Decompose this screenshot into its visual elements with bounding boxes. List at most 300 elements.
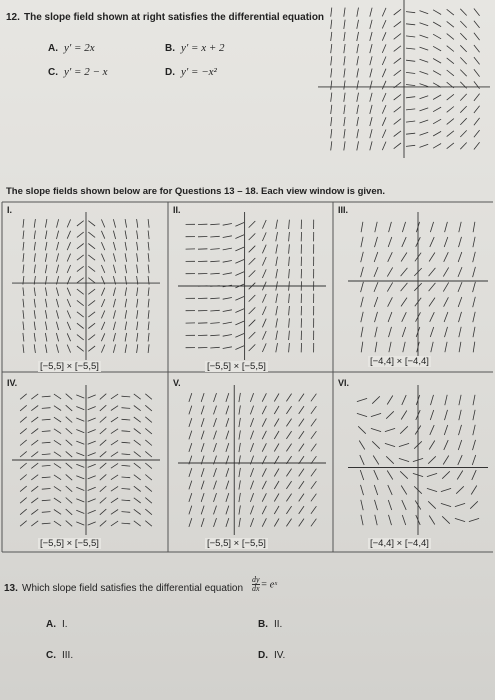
- slope-segment: [311, 444, 317, 452]
- slope-segment: [276, 306, 278, 315]
- slope-segment: [289, 232, 290, 241]
- slope-segment: [394, 9, 401, 15]
- slope-segment: [473, 282, 476, 292]
- slope-segment: [88, 278, 95, 283]
- slope-segment: [66, 440, 73, 446]
- slope-segment: [331, 8, 332, 17]
- slope-segment: [54, 394, 61, 399]
- slope-segment: [42, 442, 51, 443]
- slope-segment: [250, 481, 253, 490]
- slope-segment: [460, 21, 466, 28]
- slope-segment: [88, 453, 96, 456]
- slope-segment: [289, 331, 290, 340]
- slope-segment: [88, 407, 96, 410]
- slope-segment: [299, 481, 304, 489]
- slope-segment: [77, 255, 84, 260]
- slope-segment: [45, 333, 47, 342]
- slope-segment: [276, 244, 278, 253]
- slope-segment: [276, 318, 278, 327]
- slope-segment: [401, 253, 407, 262]
- slope-segment: [210, 249, 219, 250]
- slope-segment: [214, 418, 217, 427]
- slope-segment: [361, 297, 364, 307]
- slope-segment: [289, 269, 290, 278]
- slope-segment: [406, 145, 415, 146]
- slope-segment: [399, 458, 409, 461]
- slope-segment: [389, 222, 392, 232]
- slope-segment: [76, 407, 84, 410]
- slope-segment: [34, 265, 35, 274]
- slope-segment: [357, 398, 367, 401]
- slope-segment: [239, 480, 241, 489]
- slope-segment: [430, 425, 434, 435]
- slope-segment: [88, 476, 96, 479]
- slope-segment: [67, 288, 70, 296]
- slope-segment: [101, 333, 104, 341]
- slope-segment: [460, 70, 466, 77]
- slope-segment: [420, 84, 429, 87]
- q12-choice-d[interactable]: [165, 66, 217, 78]
- slope-segment: [210, 323, 219, 324]
- slope-segment: [262, 257, 266, 266]
- slope-segment: [226, 468, 229, 477]
- slope-segment: [375, 222, 377, 232]
- slope-segment: [420, 120, 429, 123]
- slope-segment: [34, 287, 35, 296]
- slope-segment: [148, 219, 149, 228]
- slope-segment: [289, 244, 290, 253]
- slope-segment: [430, 410, 433, 420]
- slope-segment: [57, 231, 59, 239]
- slope-segment: [77, 278, 84, 283]
- slope-segment: [401, 283, 408, 291]
- slope-segment: [88, 289, 95, 294]
- slope-segment: [357, 141, 359, 150]
- slope-segment: [372, 396, 380, 403]
- slope-segment: [76, 510, 84, 513]
- slope-segment: [137, 265, 138, 274]
- slope-segment: [148, 322, 149, 331]
- slope-segment: [45, 219, 47, 228]
- slope-segment: [111, 463, 118, 468]
- slope-segment: [239, 393, 241, 402]
- slope-segment: [20, 440, 27, 446]
- eq-rhs: = eˣ: [260, 579, 278, 591]
- slope-segment: [474, 33, 480, 40]
- slope-segment: [20, 486, 27, 492]
- slope-segment: [474, 57, 480, 64]
- slope-segment: [361, 327, 363, 337]
- slope-segment: [145, 405, 152, 411]
- slope-segment: [122, 500, 131, 501]
- slope-segment: [459, 342, 461, 352]
- slope-segment: [402, 312, 407, 322]
- slope-segment: [67, 242, 70, 250]
- slope-segment: [470, 501, 478, 508]
- slope-segment: [455, 518, 465, 521]
- q12-choice-c[interactable]: [48, 66, 108, 78]
- slope-segment: [34, 344, 35, 353]
- slope-segment: [441, 488, 451, 491]
- slope-segment: [299, 419, 304, 427]
- slope-segment: [431, 342, 433, 352]
- slope-segment: [42, 408, 51, 409]
- slope-segment: [289, 257, 290, 266]
- slope-segment: [474, 69, 480, 76]
- slope-segment: [429, 516, 435, 525]
- slope-segment: [387, 396, 393, 405]
- q13-number: 13.: [4, 583, 18, 594]
- slope-segment: [239, 505, 241, 514]
- slope-segment: [299, 469, 304, 477]
- slope-segment: [276, 343, 278, 352]
- slope-segment: [460, 143, 466, 150]
- slope-segment: [45, 253, 47, 261]
- slope-segment: [201, 418, 204, 427]
- slope-segment: [460, 106, 466, 113]
- slope-segment: [262, 443, 266, 451]
- slope-segment: [111, 429, 118, 434]
- slope-segment: [20, 417, 27, 423]
- slope-segment: [286, 494, 291, 502]
- slope-field-vi: [348, 385, 488, 535]
- slope-segment: [210, 298, 219, 299]
- slope-segment: [331, 44, 332, 53]
- slope-segment: [42, 431, 51, 432]
- slope-segment: [444, 237, 448, 247]
- choice-equation: y′ = 2 − x: [64, 66, 108, 78]
- slope-segment: [445, 327, 448, 337]
- slope-segment: [189, 493, 192, 502]
- slope-segment: [473, 327, 475, 337]
- slope-segment: [113, 288, 115, 296]
- slope-segment: [122, 523, 131, 524]
- slope-segment: [56, 322, 58, 330]
- slope-segment: [447, 21, 454, 27]
- slope-segment: [388, 312, 392, 322]
- slope-segment: [134, 452, 141, 457]
- slope-segment: [201, 468, 204, 477]
- slope-segment: [249, 320, 256, 327]
- slope-segment: [223, 335, 232, 337]
- slope-segment: [433, 107, 441, 112]
- slope-segment: [458, 252, 462, 262]
- choice-letter: C.: [46, 650, 56, 661]
- slope-segment: [460, 130, 466, 137]
- slope-segment: [359, 441, 365, 450]
- slope-segment: [201, 518, 204, 527]
- slope-segment: [57, 219, 59, 227]
- slope-segment: [394, 119, 401, 125]
- slope-segment: [433, 95, 441, 100]
- slope-segment: [77, 300, 84, 305]
- slope-segment: [331, 141, 332, 150]
- slope-segment: [88, 312, 95, 317]
- slope-segment: [474, 21, 480, 28]
- slope-field-iv: [12, 385, 160, 535]
- slope-segment: [286, 519, 291, 527]
- slope-segment: [113, 322, 115, 330]
- slope-segment: [456, 486, 464, 493]
- q12-choice-a[interactable]: [48, 42, 95, 54]
- slope-segment: [148, 242, 149, 251]
- slope-segment: [223, 236, 232, 238]
- slope-segment: [125, 344, 127, 353]
- slope-segment: [201, 431, 204, 440]
- slope-segment: [100, 451, 107, 457]
- slope-segment: [361, 252, 364, 262]
- window-label-ii: [−5,5] × [−5,5]: [207, 361, 266, 372]
- slope-segment: [249, 233, 256, 240]
- panel-label-ii: II.: [173, 205, 181, 215]
- slope-segment: [66, 394, 73, 400]
- slope-segment: [361, 267, 364, 277]
- slope-segment: [145, 498, 152, 504]
- slope-segment: [54, 429, 61, 434]
- slope-segment: [145, 417, 152, 423]
- slope-segment: [406, 109, 415, 110]
- slope-segment: [31, 394, 38, 399]
- slope-segment: [148, 265, 149, 274]
- slope-segment: [45, 322, 47, 331]
- slope-segment: [459, 410, 461, 420]
- slope-segment: [357, 32, 359, 41]
- slope-segment: [148, 333, 149, 342]
- slope-segment: [235, 260, 244, 264]
- slope-segment: [23, 265, 24, 274]
- slope-segment: [406, 133, 415, 134]
- slope-segment: [394, 94, 401, 100]
- slope-segment: [406, 60, 415, 61]
- slope-segment: [249, 307, 256, 314]
- slope-segment: [389, 342, 391, 352]
- slope-segment: [249, 332, 256, 339]
- slope-segment: [54, 510, 61, 515]
- slope-segment: [361, 500, 363, 510]
- slope-segment: [88, 323, 95, 328]
- slope-segment: [286, 444, 291, 452]
- slope-segment: [100, 486, 107, 492]
- panel-label-v: V.: [173, 378, 181, 388]
- slope-segment: [122, 454, 131, 455]
- slope-segment: [226, 443, 229, 452]
- slope-segment: [262, 331, 266, 340]
- q12-text: The slope field shown at right satisfies the differential equation: [24, 12, 325, 23]
- slope-segment: [239, 430, 241, 439]
- slope-segment: [311, 494, 317, 502]
- slope-segment: [250, 418, 253, 427]
- slope-segment: [427, 488, 437, 491]
- slope-segment: [370, 69, 372, 78]
- slope-segment: [20, 428, 27, 434]
- slope-segment: [459, 327, 461, 337]
- slope-segment: [399, 443, 409, 446]
- slope-segment: [274, 494, 279, 502]
- slope-segment: [250, 468, 253, 477]
- slope-segment: [125, 333, 127, 342]
- q13-choice-c[interactable]: [46, 650, 73, 661]
- q13-choice-b[interactable]: [258, 619, 282, 630]
- slope-segment: [100, 474, 107, 480]
- slope-segment: [239, 518, 241, 527]
- slope-segment: [226, 393, 229, 402]
- slope-segment: [276, 294, 278, 303]
- slope-segment: [311, 419, 317, 427]
- slope-segment: [406, 24, 415, 25]
- slope-segment: [286, 481, 291, 489]
- slope-segment: [400, 471, 408, 478]
- slope-segment: [382, 142, 386, 151]
- slope-segment: [344, 56, 345, 65]
- slope-segment: [469, 518, 479, 521]
- slope-segment: [250, 406, 253, 415]
- slope-segment: [430, 237, 434, 247]
- slope-segment: [45, 310, 47, 319]
- slope-segment: [420, 59, 429, 62]
- slope-segment: [45, 231, 47, 240]
- slope-segment: [433, 144, 441, 149]
- slope-segment: [134, 486, 141, 491]
- choice-value: II.: [274, 619, 283, 630]
- slope-segment: [249, 246, 256, 253]
- slope-segment: [382, 130, 386, 138]
- slope-segment: [299, 394, 304, 402]
- slope-segment: [134, 429, 141, 434]
- slope-segment: [223, 224, 232, 226]
- slope-segment: [420, 23, 429, 26]
- slope-segment: [23, 242, 24, 251]
- slope-segment: [122, 489, 131, 490]
- slope-segment: [88, 244, 95, 249]
- slope-segment: [394, 107, 401, 113]
- slope-segment: [54, 521, 61, 526]
- slope-segment: [331, 93, 332, 102]
- slope-segment: [299, 406, 304, 414]
- slope-segment: [45, 265, 47, 274]
- q12-slope-field: [318, 0, 490, 158]
- slope-segment: [402, 237, 406, 247]
- slope-segment: [299, 506, 304, 514]
- slope-segment: [401, 268, 408, 276]
- slope-segment: [226, 418, 229, 427]
- slope-segment: [101, 322, 104, 330]
- q13-choice-d[interactable]: [258, 650, 285, 661]
- slope-segment: [458, 282, 462, 292]
- slope-segment: [88, 346, 95, 351]
- slope-segment: [210, 310, 219, 311]
- slope-segment: [134, 440, 141, 445]
- slope-segment: [344, 68, 345, 77]
- slope-segment: [262, 518, 266, 526]
- slope-segment: [125, 231, 127, 240]
- slope-segment: [235, 235, 244, 239]
- slope-segment: [274, 469, 279, 477]
- slope-segment: [442, 471, 450, 478]
- slope-segment: [445, 410, 448, 420]
- q13-choice-a[interactable]: [46, 619, 68, 630]
- slope-segment: [447, 46, 454, 52]
- slope-segment: [54, 486, 61, 491]
- slope-segment: [101, 311, 104, 319]
- slope-segment: [66, 498, 73, 504]
- slope-segment: [56, 344, 58, 352]
- slope-segment: [460, 33, 466, 40]
- slope-segment: [111, 510, 118, 515]
- slope-segment: [31, 475, 38, 480]
- slope-segment: [214, 443, 217, 452]
- slope-segment: [111, 498, 118, 503]
- slope-segment: [357, 68, 359, 77]
- slope-segment: [201, 443, 204, 452]
- slope-segment: [459, 222, 461, 232]
- q13-equation: [251, 576, 277, 594]
- slope-segment: [420, 108, 429, 111]
- panel-label-iii: III.: [338, 205, 349, 215]
- slope-segment: [299, 444, 304, 452]
- slope-segment: [311, 506, 317, 514]
- slope-segment: [101, 231, 104, 239]
- slope-segment: [473, 267, 476, 277]
- slope-segment: [433, 59, 441, 64]
- slope-segment: [374, 297, 378, 307]
- slope-segment: [67, 299, 70, 307]
- slope-segment: [276, 257, 278, 266]
- slope-segment: [77, 266, 84, 271]
- slope-segment: [42, 419, 51, 420]
- slope-segment: [88, 430, 96, 433]
- slope-segment: [311, 431, 317, 439]
- slope-segment: [101, 299, 104, 307]
- slope-segment: [113, 310, 115, 318]
- slope-segment: [125, 322, 127, 331]
- slope-segment: [387, 471, 393, 480]
- slope-segment: [122, 408, 131, 409]
- slope-segment: [67, 219, 70, 227]
- slope-segment: [235, 247, 244, 251]
- slope-segment: [460, 82, 466, 89]
- slope-segment: [148, 310, 149, 319]
- slope-segment: [88, 487, 96, 490]
- slope-segment: [374, 252, 378, 262]
- eq-denominator: dx: [252, 584, 260, 594]
- slope-segment: [388, 252, 393, 262]
- slope-segment: [473, 312, 475, 322]
- slope-segment: [100, 463, 107, 469]
- slope-segment: [113, 344, 115, 352]
- slope-segment: [189, 506, 192, 515]
- panel-label-vi: VI.: [338, 378, 350, 388]
- slope-segment: [372, 441, 380, 448]
- slope-segment: [429, 268, 436, 276]
- slope-segment: [274, 519, 279, 527]
- slope-segment: [250, 506, 253, 515]
- slope-segment: [401, 411, 407, 420]
- slope-segment: [145, 509, 152, 515]
- slope-segment: [137, 242, 138, 251]
- q12-choice-b[interactable]: [165, 42, 225, 54]
- slope-segment: [137, 344, 138, 353]
- slope-segment: [45, 242, 47, 251]
- slope-segment: [111, 417, 118, 422]
- slope-segment: [401, 486, 407, 495]
- slope-segment: [442, 516, 450, 523]
- slope-segment: [101, 288, 104, 296]
- slope-segment: [445, 342, 447, 352]
- slope-segment: [223, 347, 232, 349]
- slope-segment: [31, 429, 38, 434]
- slope-segment: [344, 81, 345, 90]
- slope-segment: [357, 81, 359, 90]
